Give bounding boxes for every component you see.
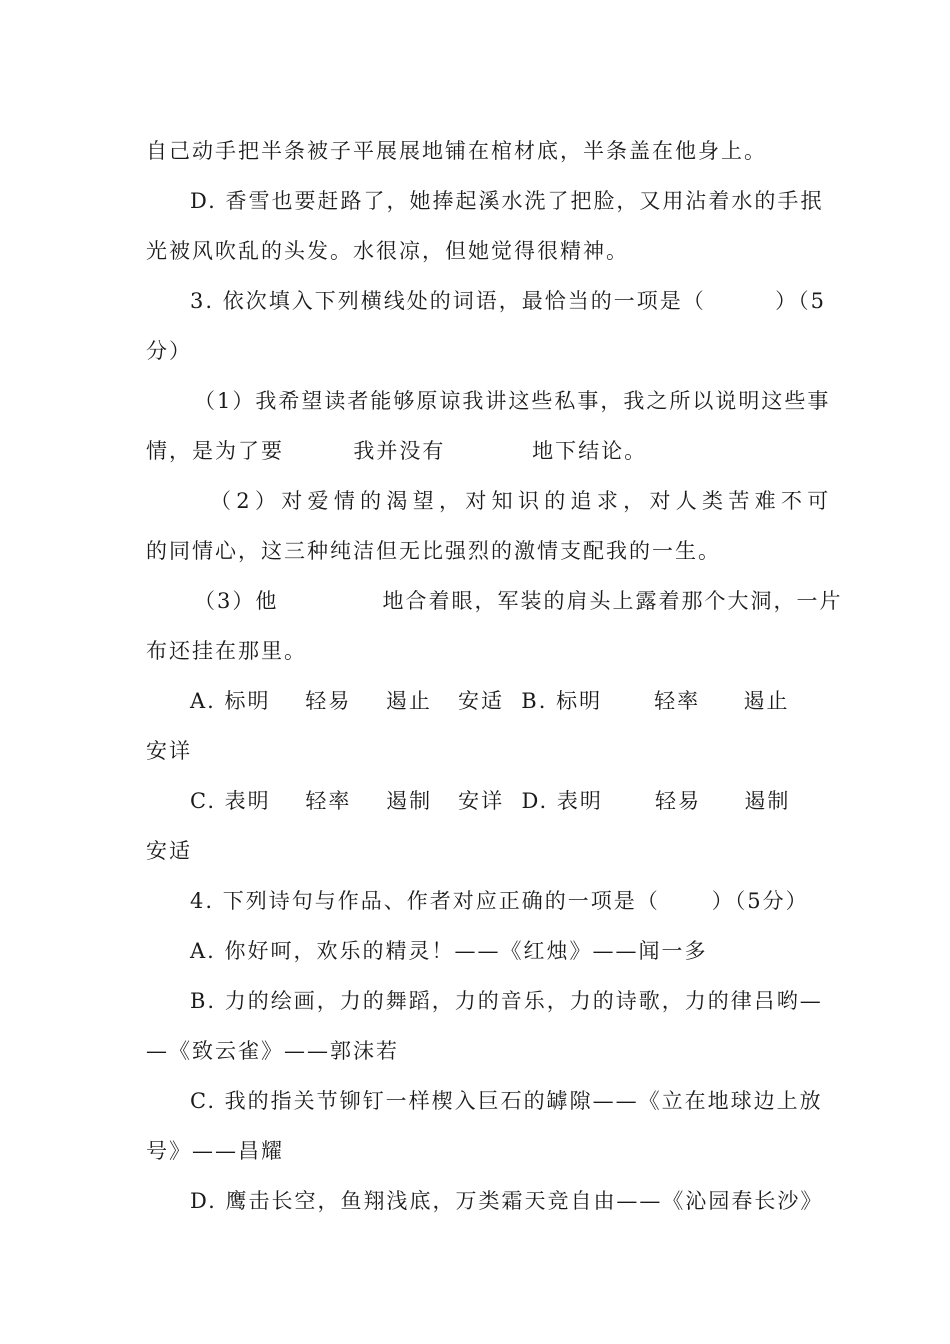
- options-ab-line-1: A. 标明 轻易 遏止 安适 B. 标明 轻率 遏止: [190, 689, 790, 713]
- sentence-2-line-1: （2）对爱情的渴望，对知识的追求，对人类苦难不可: [210, 489, 834, 513]
- question-4: 4. 下列诗句与作品、作者对应正确的一项是（ ）（5分）: [190, 889, 809, 913]
- option-d-line-2: 光被风吹乱的头发。水很凉，但她觉得很精神。: [146, 239, 629, 263]
- options-cd-line-1: C. 表明 轻率 遏制 安详 D. 表明 轻易 遏制: [190, 789, 791, 813]
- question-4-option-d: D. 鹰击长空，鱼翔浅底，万类霜天竞自由——《沁园春长沙》: [190, 1189, 824, 1213]
- question-4-option-b-line-2: —《致云雀》——郭沫若: [146, 1039, 399, 1063]
- sentence-1-line-2: 情，是为了要 我并没有 地下结论。: [146, 439, 648, 463]
- sentence-2-line-2: 的同情心，这三种纯洁但无比强烈的激情支配我的一生。: [146, 539, 721, 563]
- question-3-line-1: 3. 依次填入下列横线处的词语，最恰当的一项是（ ）（5: [190, 289, 826, 313]
- text-line-continuation-c: 自己动手把半条被子平展展地铺在棺材底，半条盖在他身上。: [146, 139, 767, 163]
- question-3-line-2: 分）: [146, 339, 192, 363]
- question-4-option-a: A. 你好呵，欢乐的精灵！——《红烛》——闻一多: [190, 939, 708, 963]
- question-4-option-b-line-1: B. 力的绘画，力的舞蹈，力的音乐，力的诗歌，力的律吕哟—: [190, 989, 823, 1013]
- question-4-option-c-line-1: C. 我的指关节铆钉一样楔入巨石的罅隙——《立在地球边上放: [190, 1089, 823, 1113]
- options-cd-line-2: 安适: [146, 839, 192, 863]
- sentence-3-line-2: 布还挂在那里。: [146, 639, 307, 663]
- option-d-line-1: D. 香雪也要赶路了，她捧起溪水洗了把脸，又用沾着水的手抿: [190, 189, 824, 213]
- sentence-3-line-1: （3）他 地合着眼，军装的肩头上露着那个大洞，一片: [194, 589, 843, 613]
- sentence-1-line-1: （1）我希望读者能够原谅我讲这些私事，我之所以说明这些事: [194, 389, 831, 413]
- question-4-option-c-line-2: 号》——昌耀: [146, 1139, 284, 1163]
- options-ab-line-2: 安详: [146, 739, 192, 763]
